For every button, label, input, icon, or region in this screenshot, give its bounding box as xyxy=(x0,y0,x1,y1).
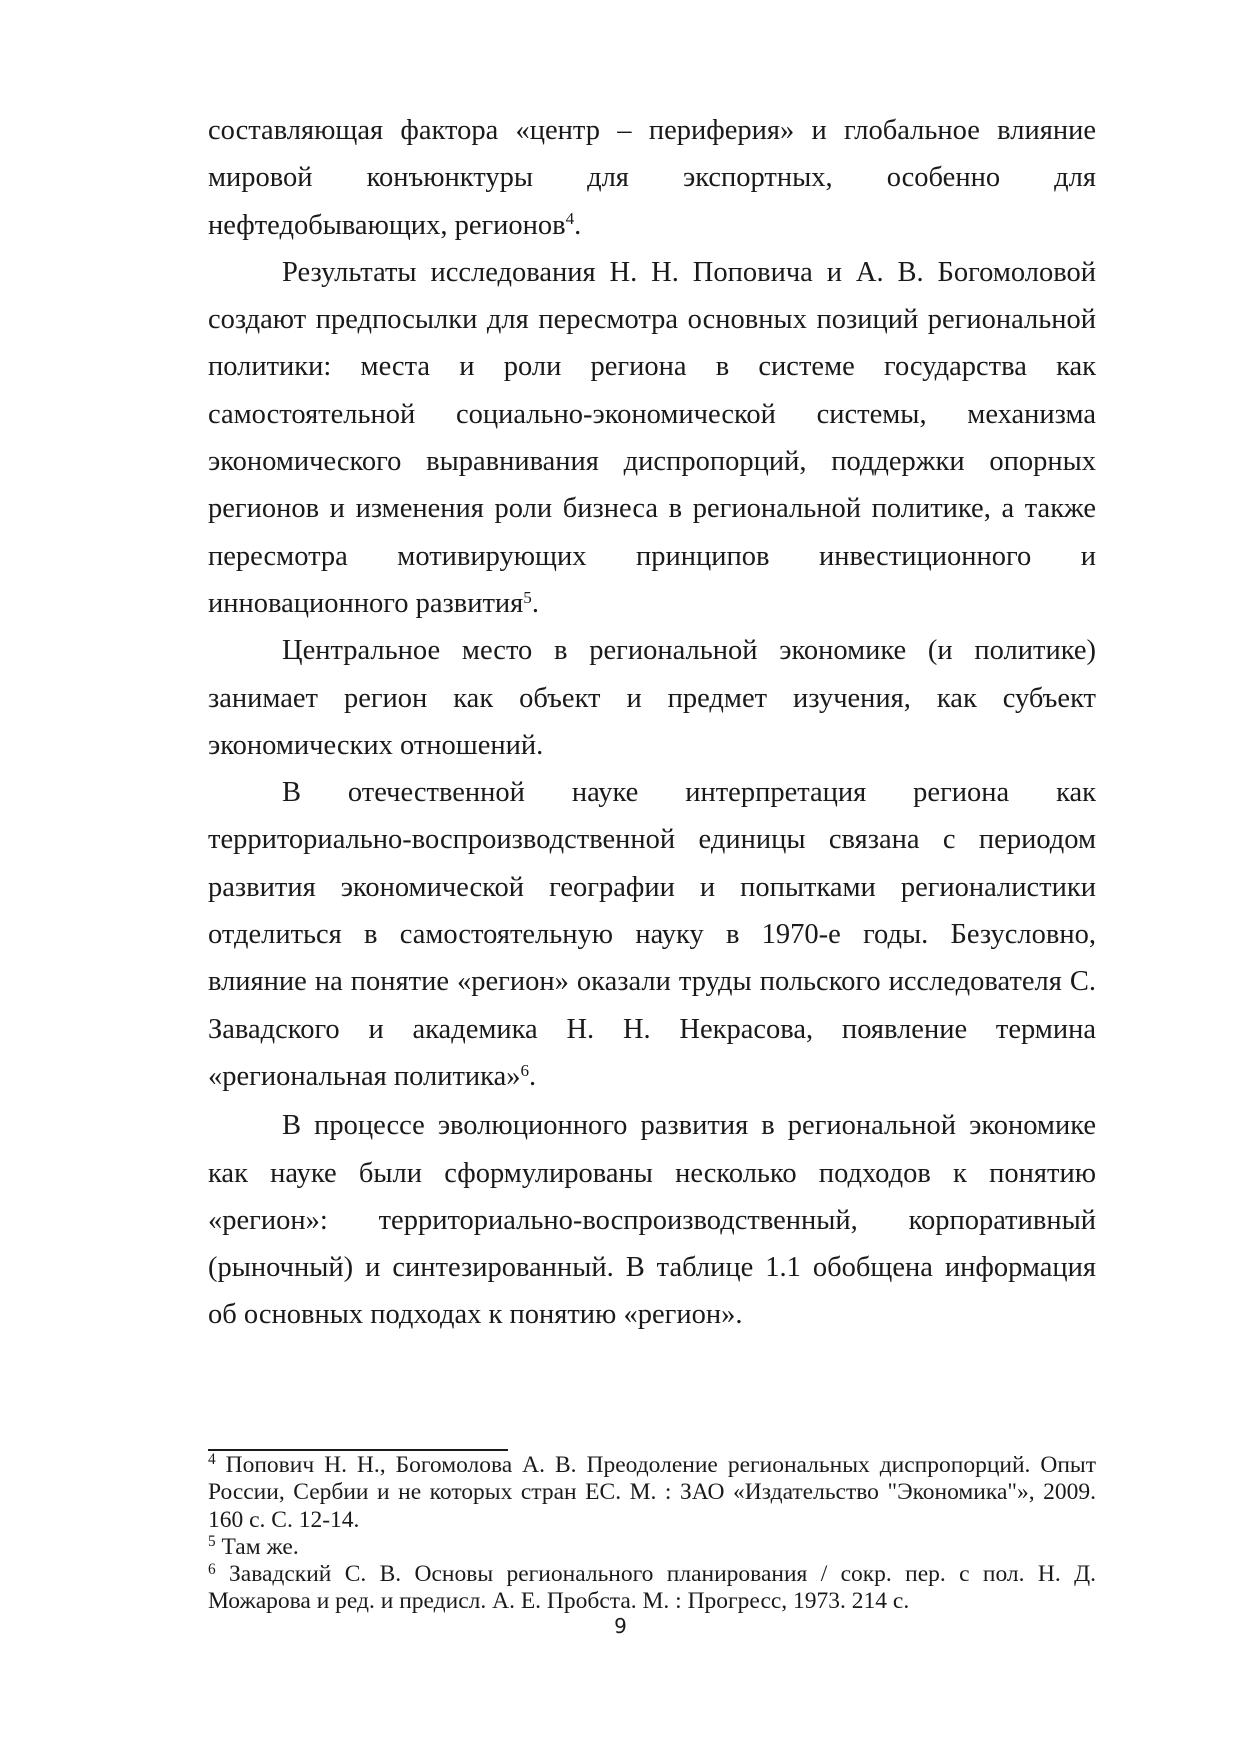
paragraph-tail: . xyxy=(531,587,539,619)
paragraph-text: Результаты исследования Н. Н. Поповича и А. В. Богомоловой создают предпосылки для пересмотра основных позиций региональной политики: места и роли региона в системе государства как самостоятельной социально-экономической системы, механизма экономического выравнивания диспропорций, поддержки опорных регионов и изменения роли бизнеса в региональной политике, а также пересмотра мотивирующих принципов инвестиционного и инновационного развития xyxy=(208,256,1096,619)
footnote-reference[interactable]: 4 xyxy=(565,209,575,229)
footnotes xyxy=(208,1452,1096,1616)
paragraph xyxy=(208,627,1096,769)
footnote-reference[interactable]: 5 xyxy=(523,587,532,607)
paragraph xyxy=(208,1102,1096,1338)
footnote-separator xyxy=(208,1449,508,1451)
footnote-number: 5 xyxy=(208,1533,216,1551)
paragraph-continuation xyxy=(208,107,1096,249)
paragraph-tail: . xyxy=(574,209,582,241)
footnote-text: Там же. xyxy=(215,1533,299,1560)
paragraph-tail: . xyxy=(529,1060,537,1092)
paragraph-text: Центральное место в региональной экономике (и политике) занимает регион как объект и предмет изучения, как субъект экономических отношений. xyxy=(208,635,1096,761)
paragraph xyxy=(208,249,1096,627)
footnote xyxy=(208,1534,1096,1561)
paragraph-text: составляющая фактора «центр – периферия» и глобальное влияние мировой конъюнктуры для экспортных, особенно для нефтедобывающих, регионов xyxy=(208,115,1096,241)
footnote-number: 6 xyxy=(208,1560,216,1578)
paragraph-text: В процессе эволюционного развития в региональной экономике как науке были сформулированы несколько подходов к понятию «регион»: территориально-воспроизводственный, корпоративный (рыночный) и синтезированный. В таблице 1.1 обобщена информация об основных подходах к понятию «регион». xyxy=(208,1110,1096,1331)
footnote xyxy=(208,1561,1096,1616)
paragraph xyxy=(208,769,1096,1100)
page-number: 9 xyxy=(614,1614,627,1638)
footnote xyxy=(208,1452,1096,1534)
footnote-text: Завадский С. В. Основы регионального планирования / сокр. пер. с пол. Н. Д. Можарова и ред. и предисл. А. Е. Пробста. М. : Прогресс, 1973. 214 с. xyxy=(208,1561,1096,1615)
body-text xyxy=(208,107,1096,1339)
paragraph-text: В отечественной науке интерпретация региона как территориально-воспроизводственной единицы связана с периодом развития экономической географии и попытками регионалистики отделиться в самостоятельную науку в 1970-е годы. Безусловно, влияние на понятие «регион» оказали труды польского исследователя С. Завадского и академика Н. Н. Некрасова, появление термина «региональная политика» xyxy=(208,777,1096,1092)
footnote-text: Попович Н. Н., Богомолова А. В. Преодоление региональных диспропорций. Опыт России, Сербии и не которых стран ЕС. М. : ЗАО «Издательство "Экономика"», 2009. 160 с. С. 12-14. xyxy=(208,1452,1096,1533)
footnote-number: 4 xyxy=(208,1451,216,1469)
footnote-reference[interactable]: 6 xyxy=(520,1060,530,1080)
